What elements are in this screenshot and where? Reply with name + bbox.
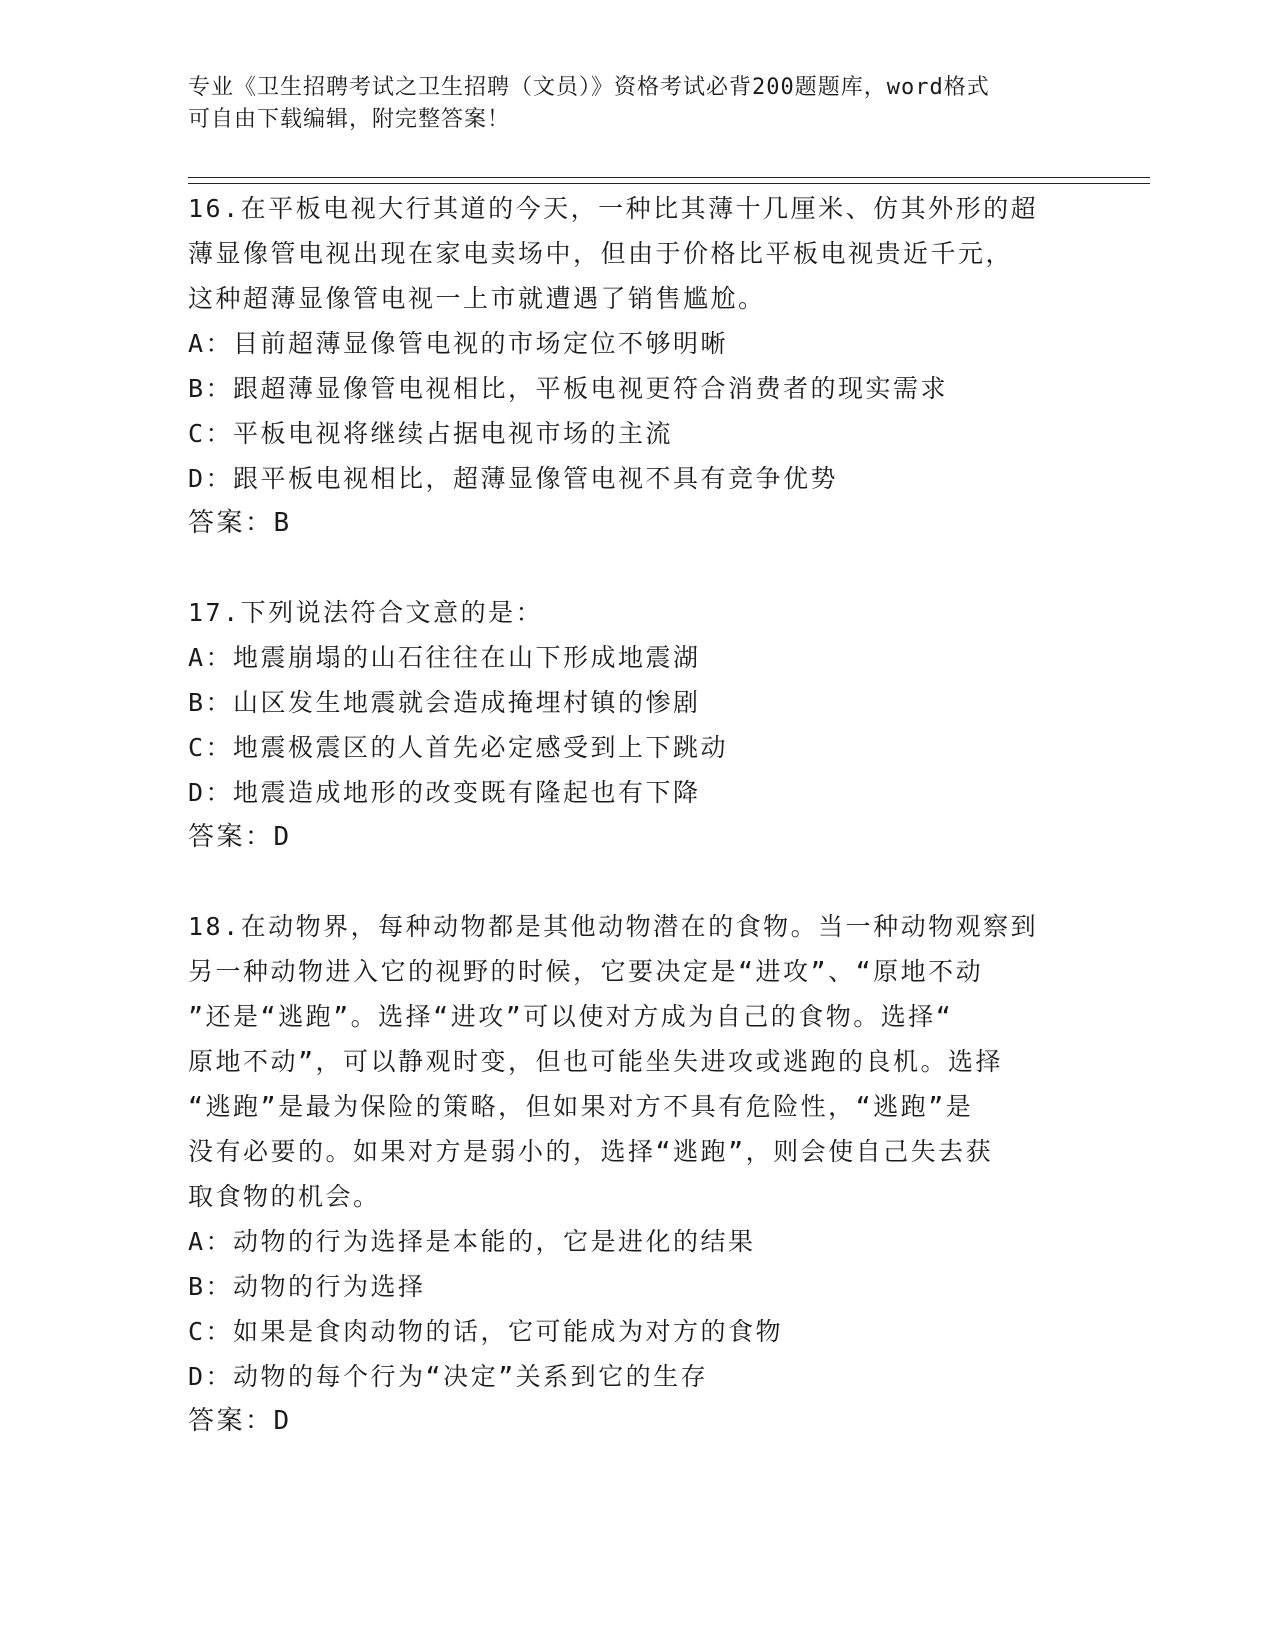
option-c: C：如果是食肉动物的话，它可能成为对方的食物 bbox=[188, 1317, 784, 1346]
question-16 bbox=[188, 186, 1088, 546]
header-line-1: 专业《卫生招聘考试之卫生招聘（文员）》资格考试必背200题题库，word格式 bbox=[188, 75, 990, 100]
question-stem-line: 这种超薄显像管电视一上市就遭遇了销售尴尬。 bbox=[188, 284, 766, 313]
header-rule-bottom bbox=[188, 183, 1150, 184]
header-rule-top bbox=[188, 177, 1150, 178]
question-18 bbox=[188, 904, 1088, 1444]
option-d: D：动物的每个行为“决定”关系到它的生存 bbox=[188, 1362, 709, 1391]
option-c: C：地震极震区的人首先必定感受到上下跳动 bbox=[188, 733, 729, 762]
question-stem-line: 没有必要的。如果对方是弱小的，选择“逃跑”，则会使自己失去获 bbox=[188, 1137, 994, 1166]
question-stem-line: 17.下列说法符合文意的是： bbox=[188, 598, 544, 627]
question-stem-line: ”还是“逃跑”。选择“进攻”可以使对方成为自己的食物。选择“ bbox=[188, 1002, 954, 1031]
question-stem-line: 原地不动”，可以静观时变，但也可能坐失进攻或逃跑的良机。选择 bbox=[188, 1047, 1004, 1076]
question-stem-line: 取食物的机会。 bbox=[188, 1182, 381, 1211]
option-d: D：跟平板电视相比，超薄显像管电视不具有竞争优势 bbox=[188, 464, 839, 493]
question-spacer bbox=[188, 546, 1088, 590]
question-stem-line: 另一种动物进入它的视野的时候，它要决定是“进攻”、“原地不动 bbox=[188, 957, 984, 986]
option-b: B：跟超薄显像管电视相比，平板电视更符合消费者的现实需求 bbox=[188, 374, 949, 403]
question-stem-line: 18.在动物界，每种动物都是其他动物潜在的食物。当一种动物观察到 bbox=[188, 912, 1039, 941]
header-line-2: 可自由下载编辑，附完整答案！ bbox=[188, 107, 511, 132]
option-a: A：目前超薄显像管电视的市场定位不够明晰 bbox=[188, 329, 729, 358]
question-17 bbox=[188, 590, 1088, 860]
question-spacer bbox=[188, 860, 1088, 904]
answer-line: 答案：B bbox=[188, 508, 292, 538]
question-stem-line: 薄显像管电视出现在家电卖场中，但由于价格比平板电视贵近千元， bbox=[188, 239, 1014, 268]
option-d: D：地震造成地形的改变既有隆起也有下降 bbox=[188, 778, 701, 807]
option-a: A：动物的行为选择是本能的，它是进化的结果 bbox=[188, 1227, 756, 1256]
option-c: C：平板电视将继续占据电视市场的主流 bbox=[188, 419, 674, 448]
question-stem-line: 16.在平板电视大行其道的今天，一种比其薄十几厘米、仿其外形的超 bbox=[188, 194, 1039, 223]
option-b: B：动物的行为选择 bbox=[188, 1272, 426, 1301]
answer-line: 答案：D bbox=[188, 822, 292, 852]
answer-line: 答案：D bbox=[188, 1406, 292, 1436]
option-b: B：山区发生地震就会造成掩埋村镇的惨剧 bbox=[188, 688, 701, 717]
question-stem-line: “逃跑”是最为保险的策略，但如果对方不具有危险性，“逃跑”是 bbox=[188, 1092, 974, 1121]
question-list bbox=[188, 186, 1088, 1444]
option-a: A：地震崩塌的山石往往在山下形成地震湖 bbox=[188, 643, 701, 672]
document-header bbox=[188, 72, 1088, 136]
